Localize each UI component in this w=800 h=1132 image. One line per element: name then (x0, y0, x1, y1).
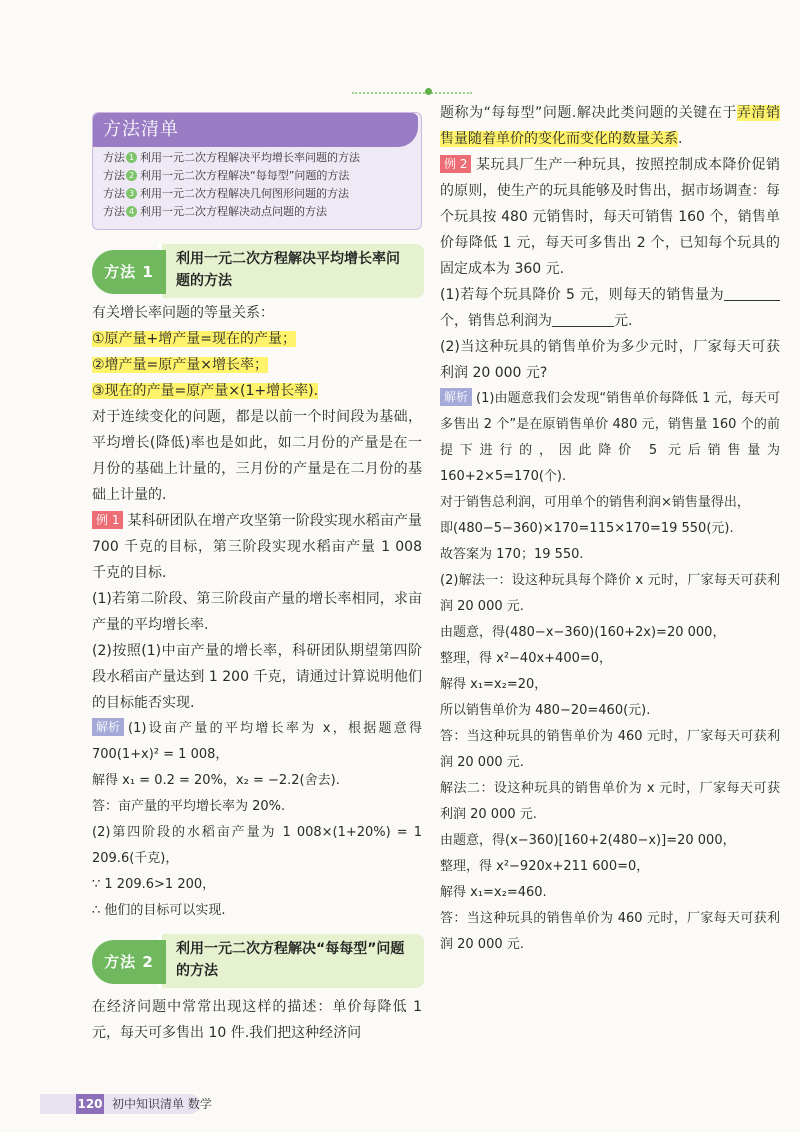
summary-item: 方法 2 利用一元二次方程解决“每每型”问题的方法 (103, 169, 350, 182)
book-title: 初中知识清单 数学 (112, 1097, 212, 1111)
paragraph: 题称为“每每型”问题.解决此类问题的关键在于弄清销售量随着单价的变化而变化的数量关系. (440, 105, 780, 147)
number-badge: 2 (126, 170, 137, 181)
solution-tag: 解析 (92, 718, 124, 736)
summary-title: 方法清单 (93, 113, 418, 147)
solution-line: 答：当这种玩具的销售单价为 460 元时，厂家每天可获利润 20 000 元. (440, 911, 780, 952)
method-2-tag: 方法 2 (92, 940, 166, 984)
paragraph: 有关增长率问题的等量关系： (92, 305, 274, 321)
solution-line: 答：亩产量的平均增长率为 20%. (92, 799, 286, 814)
number-badge: 1 (126, 152, 137, 163)
page-number: 120 (76, 1094, 104, 1114)
relation: ②增产量=原产量×增长率； (92, 357, 269, 373)
method-1-title: 利用一元二次方程解决平均增长率问题的方法 (176, 251, 400, 289)
solution-line: 解得 x₁=x₂=460. (440, 885, 547, 900)
example-tag: 例 2 (440, 155, 471, 173)
solution-line: 整理，得 x²−40x+400=0， (440, 651, 613, 666)
solution-line: 解得 x₁=x₂=20， (440, 677, 548, 692)
summary-item: 方法 3 利用一元二次方程解决几何图形问题的方法 (103, 187, 349, 200)
solution-line: ∵ 1 209.6>1 200， (92, 877, 216, 892)
solution-tag: 解析 (440, 388, 472, 406)
example-tag: 例 1 (92, 511, 123, 529)
question: (1)若每个玩具降价 5 元，则每天的销售量为个，销售总利润为 元. (440, 282, 780, 334)
solution-line: 由题意，得(x−360)[160+2(480−x)]=20 000， (440, 833, 736, 848)
method-2-title: 利用一元二次方程解决“每每型”问题的方法 (176, 941, 405, 979)
number-badge: 4 (126, 206, 137, 217)
solution-line: 解得 x₁ = 0.2 = 20%，x₂ = −2.2(舍去). (92, 773, 340, 788)
example-2: 例 2 某玩具厂生产一种玩具，按照控制成本降价促销的原则，使生产的玩具能够及时售出，据市场调查：每个玩具按 480 元销售时，每天可销售 160 个，销售单价每降低 1 元，每天可多售出 2 个，已知每个玩具的固定成本为 360 元. (440, 157, 780, 277)
method-summary-box (92, 112, 422, 230)
right-column (440, 100, 780, 958)
left-column (92, 112, 422, 1046)
solution-line: (2)解法一：设这种玩具每个降价 x 元时，厂家每天可获利润 20 000 元. (440, 573, 780, 614)
decorative-dotted-line (352, 92, 472, 94)
answer-blank (724, 300, 780, 301)
solution-line: 所以销售单价为 480−20=460(元). (440, 703, 651, 718)
solution-line: (2)第四阶段的水稻亩产量为 1 008×(1+20%) = 1 209.6(千克)， (92, 825, 422, 866)
page-footer (0, 1092, 800, 1116)
example-1: 例 1 某科研团队在增产攻坚第一阶段实现水稻亩产量 700 千克的目标，第三阶段实现水稻亩产量 1 008 千克的目标. (92, 513, 422, 581)
solution-line: ∴ 他们的目标可以实现. (92, 903, 226, 918)
solution-line: 对于销售总利润，可用单个的销售利润×销售量得出， (440, 495, 750, 510)
answer-blank (552, 326, 614, 327)
solution-line: 答：当这种玩具的销售单价为 460 元时，厂家每天可获利润 20 000 元. (440, 729, 780, 770)
relation: ③现在的产量=原产量×(1+增长率). (92, 383, 319, 399)
decorative-dot (425, 88, 432, 95)
summary-item: 方法 1 利用一元二次方程解决平均增长率问题的方法 (103, 151, 360, 164)
method-1-tag: 方法 1 (92, 250, 166, 294)
solution-line: 整理，得 x²−920x+211 600=0， (440, 859, 650, 874)
paragraph: 对于连续变化的问题，都是以前一个时间段为基础，平均增长(降低)率也是如此，如二月份的产量是在一月份的基础上计量的，三月份的产量是在二月份的基础上计量的. (92, 409, 422, 503)
summary-item: 方法 4 利用一元二次方程解决动点问题的方法 (103, 205, 327, 218)
solution-line: 故答案为 170；19 550. (440, 547, 584, 562)
solution-line: 解析 (1)设亩产量的平均增长率为 x，根据题意得 700(1+x)² = 1 008， (92, 720, 422, 762)
solution-line: 即(480−5−360)×170=115×170=19 550(元). (440, 521, 734, 536)
relation: ①原产量+增产量=现在的产量； (92, 331, 297, 347)
number-badge: 3 (126, 188, 137, 199)
method-2-header (92, 934, 422, 988)
paragraph: 在经济问题中常常出现这样的描述：单价每降低 1 元，每天可多售出 10 件.我们把这种经济问 (92, 999, 422, 1041)
question: (1)若第二阶段、第三阶段亩产量的增长率相同，求亩产量的平均增长率. (92, 591, 422, 633)
question: (2)当这种玩具的销售单价为多少元时，厂家每天可获利润 20 000 元? (440, 339, 780, 381)
question: (2)按照(1)中亩产量的增长率，科研团队期望第四阶段水稻亩产量达到 1 200 千克，请通过计算说明他们的目标能否实现. (92, 643, 422, 711)
method-1-header (92, 244, 422, 298)
solution-line: 解析 (1)由题意我们会发现“销售单价每降低 1 元，每天可多售出 2 个”是在原销售单价 480 元，销售量 160 个的前提下进行的，因此降价 5 元后销售量为 160+2×5=170(个). (440, 390, 780, 484)
solution-line: 解法二：设这种玩具的销售单价为 x 元时，厂家每天可获利润 20 000 元. (440, 781, 780, 822)
solution-line: 由题意，得(480−x−360)(160+2x)=20 000， (440, 625, 726, 640)
